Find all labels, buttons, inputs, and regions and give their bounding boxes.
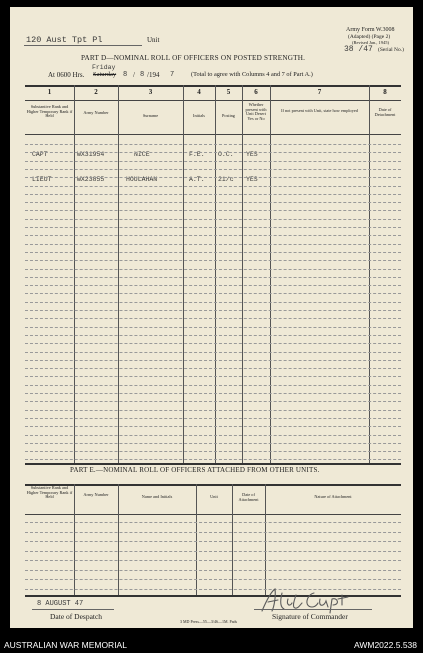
col-header-army-number: Army Number xyxy=(83,110,109,115)
year-typed: 7 xyxy=(170,71,175,79)
ruled-line xyxy=(25,310,401,311)
ruled-line xyxy=(25,152,401,153)
date-day: 8 xyxy=(123,71,128,79)
ruled-line xyxy=(25,560,401,561)
ruled-line xyxy=(25,244,401,245)
ruled-line xyxy=(25,401,401,402)
commander-signature xyxy=(258,585,368,615)
ruled-line xyxy=(25,293,401,294)
col-header-initials: Initials xyxy=(193,113,205,118)
ruled-line xyxy=(25,459,401,460)
ruled-line xyxy=(25,260,401,261)
day-printed: Saturday xyxy=(93,71,117,78)
ruled-line xyxy=(25,532,401,533)
ruled-line xyxy=(25,551,401,552)
despatch-date: 8 AUGUST 47 xyxy=(37,600,84,608)
col-num-7: 7 xyxy=(317,88,322,96)
signature-label: Signature of Commander xyxy=(272,612,348,621)
ruled-line xyxy=(25,376,401,377)
row2-initials: A.T. xyxy=(189,176,205,183)
form-adapted: (Adapted) (Page 2) xyxy=(348,34,391,40)
ruled-line xyxy=(25,541,401,542)
ruled-line xyxy=(25,522,401,523)
archive-caption-bar xyxy=(0,628,423,653)
date-month: 8 xyxy=(140,71,145,79)
row1-surname: NICE xyxy=(134,151,150,158)
col-header-detachment: Date of Detachment xyxy=(374,107,396,117)
col-num-8: 8 xyxy=(383,88,387,96)
total-note: (Total to agree with Columns 4 and 7 of Part A.) xyxy=(191,71,313,78)
part-e-title: PART E.—NOMINAL ROLL OF OFFICERS ATTACHED FROM OTHER UNITS. xyxy=(70,466,320,474)
unit-name: 120 Aust Tpt Pl xyxy=(26,35,103,45)
part-d-title: PART D—NOMINAL ROLL OF OFFICERS ON POSTED STRENGTH. xyxy=(81,54,306,62)
col-header-posting: Posting xyxy=(222,113,235,118)
col-header-surname: Surname xyxy=(142,113,159,118)
ruled-line xyxy=(25,202,401,203)
ruled-line xyxy=(25,285,401,286)
ruled-line xyxy=(25,177,401,178)
row2-present: YES xyxy=(246,176,258,183)
printer-line: 3 MD Press—55—3/46—1M. Pads xyxy=(180,619,238,624)
despatch-label: Date of Despatch xyxy=(50,612,103,621)
ruled-line xyxy=(25,393,401,394)
ruled-line xyxy=(25,252,401,253)
ruled-line xyxy=(25,443,401,444)
form-id: Army Form W.3008 xyxy=(346,27,395,33)
ruled-line xyxy=(25,579,401,580)
serial-number: 38 /47 xyxy=(344,45,373,54)
ruled-line xyxy=(25,269,401,270)
ruled-line xyxy=(25,277,401,278)
day-typed: Friday xyxy=(92,64,116,71)
ruled-line xyxy=(25,219,401,220)
col-num-4: 4 xyxy=(197,88,201,96)
col-num-2: 2 xyxy=(94,88,98,96)
ruled-line xyxy=(25,327,401,328)
archive-ref: AWM2022.5.538 xyxy=(354,640,417,650)
part-e-header-name: Name and Initials xyxy=(141,494,173,499)
col-num-1: 1 xyxy=(47,88,52,96)
year-prefix: /194 xyxy=(147,71,160,79)
ruled-line xyxy=(25,360,401,361)
form-page: 120 Aust Tpt Pl Unit Army Form W.3008 (Adapted) (Page 2) (Revised Jan., 1945) 38 /47 (Serial No.) PART D—NOMINAL ROLL OF OFFICERS ON POSTED STRENGTH. At 0600 Hrs. Friday Saturday 8 / 8 /194 7 (Total to agree with Columns 4 and 7 of Part A.) 1 2 3 4 5 6 7 8 Substantive Rank and Higher Temporary Rank if Held Army Number Surname Initials Posting Whether present with Unit Desert Yes or No If not present with Unit, state how employed Date of Detachment CAPT WX31954 NICE F.E. O.C. YES LIEUT WX23855 HOULAHAN A.T. 2i/c YES PART E.—NOMINAL ROLL OF OFFICERS ATTACHED FROM OTHER UNITS. Substantive Rank and Higher Temporary Rank if Held Army Number Name and Initials Unit Date of Attachment Nature of Attachment 8 AUGUST 47 Date of Despatch Signature of Commander 3 MD Press—55—3/46—1M. Pads xyxy=(10,7,413,628)
at-prefix: At 0600 Hrs. xyxy=(48,71,85,79)
col-header-employed: If not present with Unit, state how employed xyxy=(281,108,358,113)
part-e-header-rank: Substantive Rank and Higher Temporary Rank if Held xyxy=(26,485,73,500)
archive-name: AUSTRALIAN WAR MEMORIAL xyxy=(4,640,127,650)
part-e-header-unit: Unit xyxy=(210,494,218,499)
row1-number: WX31954 xyxy=(77,151,105,158)
ruled-line xyxy=(25,235,401,236)
ruled-line xyxy=(25,435,401,436)
ruled-line xyxy=(25,385,401,386)
ruled-line xyxy=(25,570,401,571)
ruled-line xyxy=(25,318,401,319)
col-num-3: 3 xyxy=(148,88,153,96)
ruled-line xyxy=(25,451,401,452)
ruled-line xyxy=(25,144,401,145)
row1-initials: F.E. xyxy=(189,151,205,158)
ruled-line xyxy=(25,343,401,344)
part-e-header-date: Date of Attachment xyxy=(238,492,259,502)
ruled-line xyxy=(25,352,401,353)
ruled-line xyxy=(25,418,401,419)
row2-rank: LIEUT xyxy=(32,176,52,183)
ruled-line xyxy=(25,335,401,336)
col-header-present: Whether present with Unit Desert Yes or No xyxy=(245,102,267,121)
serial-label: (Serial No.) xyxy=(378,47,404,53)
ruled-line xyxy=(25,169,401,170)
row2-surname: HOULAHAN xyxy=(126,176,158,183)
ruled-line xyxy=(25,426,401,427)
ruled-line xyxy=(25,410,401,411)
part-e-header-nature: Nature of Attachment xyxy=(314,494,352,499)
ruled-line xyxy=(25,210,401,211)
unit-label: Unit xyxy=(147,36,160,44)
row2-posting: 2i/c xyxy=(218,176,234,183)
col-num-6: 6 xyxy=(254,88,258,96)
row2-number: WX23855 xyxy=(77,176,105,183)
row1-present: YES xyxy=(246,151,258,158)
row1-rank: CAPT xyxy=(32,151,48,158)
ruled-line xyxy=(25,227,401,228)
ruled-line xyxy=(25,302,401,303)
ruled-line xyxy=(25,194,401,195)
ruled-line xyxy=(25,368,401,369)
form-revised: (Revised Jan., 1945) xyxy=(352,40,389,45)
col-num-5: 5 xyxy=(226,88,231,96)
ruled-line xyxy=(25,186,401,187)
part-e-header-army-number: Army Number xyxy=(83,492,109,497)
ruled-line xyxy=(25,161,401,162)
row1-posting: O.C. xyxy=(218,151,234,158)
col-header-rank: Substantive Rank and Higher Temporary Rank if Held xyxy=(26,104,73,119)
